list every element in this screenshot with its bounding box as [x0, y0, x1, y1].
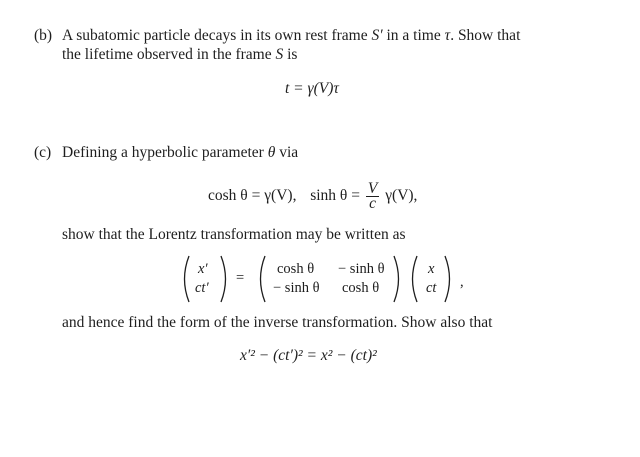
sinh-definition-rhs: γ(V), — [385, 187, 418, 204]
tau-symbol: τ — [444, 27, 451, 44]
rhs-x: x — [428, 261, 435, 277]
invariant-interval-equation: x′² − (ct′)² = x² − (ct)² — [240, 347, 377, 364]
theta-symbol: θ — [267, 144, 276, 161]
right-paren — [218, 254, 232, 304]
part-c-label: (c) — [34, 144, 52, 161]
left-paren — [406, 254, 420, 304]
part-b-line-1: A subatomic particle decays in its own rest frame S′ in a time τ. Show that — [62, 27, 521, 44]
right-paren — [442, 254, 456, 304]
rhs-ct: ct — [426, 280, 437, 296]
part-c-line-1: Defining a hyperbolic parameter θ via — [62, 144, 299, 161]
trailing-comma: , — [460, 274, 464, 290]
lorentz-matrix-equation — [178, 254, 478, 304]
matrix-m21: − sinh θ — [273, 280, 320, 296]
sinh-definition-lhs: sinh θ = — [310, 187, 360, 204]
part-c-line-3: and hence find the form of the inverse transformation. Show also that — [62, 314, 493, 331]
equals-sign: = — [236, 270, 245, 286]
frame-prime-symbol: S′ — [371, 27, 383, 44]
part-c-line-2: show that the Lorentz transformation may be written as — [62, 226, 406, 243]
part-b-label: (b) — [34, 27, 53, 44]
left-paren — [178, 254, 192, 304]
frame-symbol: S — [275, 46, 284, 63]
cosh-definition: cosh θ = γ(V), — [208, 187, 297, 204]
matrix-m11: cosh θ — [277, 261, 315, 277]
right-paren — [391, 254, 405, 304]
v-over-c-fraction: $\frac{V}{c}$ — [367, 179, 378, 212]
matrix-m12: − sinh θ — [338, 261, 385, 277]
left-paren — [254, 254, 268, 304]
part-b-line-2: the lifetime observed in the frame S is — [62, 46, 298, 63]
lhs-ct-prime: ct′ — [195, 280, 209, 296]
time-dilation-equation: t = γ(V)τ — [285, 80, 339, 97]
lhs-x-prime: x′ — [198, 261, 208, 277]
matrix-m22: cosh θ — [342, 280, 380, 296]
hyperbolic-definition-equation — [208, 178, 417, 214]
